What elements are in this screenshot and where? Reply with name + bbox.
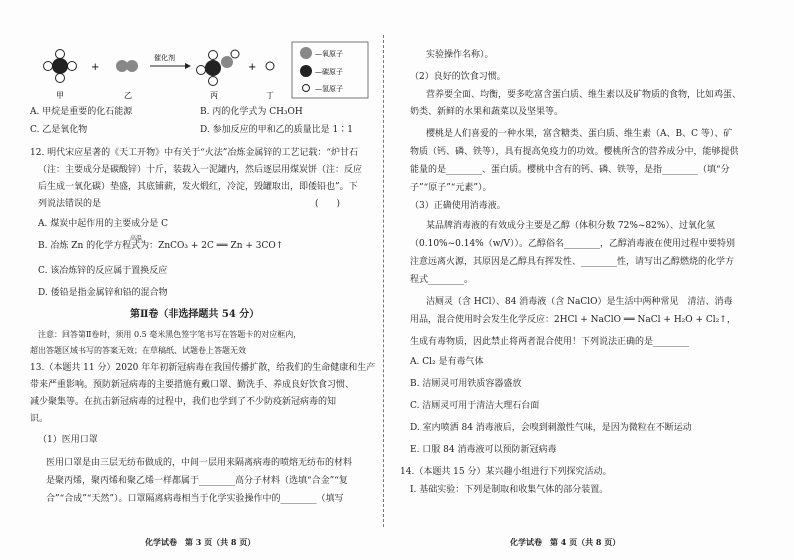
q12-option-d: D. 倭铅是指金属锌和铅的混合物	[38, 288, 168, 298]
q12-option-c: C. 该冶炼锌的反应属于置换反应	[38, 266, 168, 276]
r-line-16: 生成有毒物质，因此禁止将两者混合使用！下列说法正确的是________	[410, 337, 690, 347]
sub1-line-2: 是聚丙烯，聚丙烯和聚乙烯一样都属于________高分子材料（选填“合金”“复	[46, 476, 348, 486]
r-line-9: （3）正确使用消毒液。	[410, 201, 506, 211]
page-footer-right: 化学试卷 第 4 页（共 8 页）	[510, 537, 621, 547]
q13-line-4: 识。	[30, 414, 49, 424]
label-bing: 丙	[210, 91, 218, 100]
molecule-yi-icon	[116, 60, 138, 72]
molecule-jia-icon	[44, 50, 77, 83]
r-line-4: 奶类、新鲜的水果和蔬菜以及坚果等。	[410, 107, 564, 117]
label-ding: 丁	[266, 91, 274, 100]
q11-option-a: A. 甲烷是重要的化石能源	[30, 107, 133, 117]
q12-line-2: （注：主要成分是碳酸锌）十斤，装载入一泥罐内，然后逐层用煤炭饼（注：反应	[38, 165, 363, 175]
r-line-7: 能量的是________、蛋白质。樱桃中含有的钙、磷、铁等，是指________（填“分	[410, 165, 730, 175]
molecule-bing-icon	[197, 50, 240, 86]
q12-answer-bracket: ( )	[315, 199, 341, 209]
legend-carbon: —碳原子	[315, 68, 343, 76]
q13-line-3: 减少聚集等。在抗击新冠病毒的过程中，我们也学到了不少防疫新冠病毒的知	[30, 397, 337, 407]
legend-hydrogen: —氢原子	[315, 85, 343, 93]
r-line-2: （2）良好的饮食习惯。	[410, 72, 506, 82]
legend	[292, 42, 368, 98]
r-line-5: 樱桃是人们喜爱的一种水果，富含糖类、蛋白质、维生素（A、B、C 等）、矿	[426, 129, 733, 139]
reaction-arrow-icon	[150, 63, 191, 69]
sub1-title: （1）医用口罩	[38, 435, 98, 445]
sub1-line-1: 医用口罩是由三层无纺布做成的，中间一层用来隔离病毒的喷熔无纺布的材料	[46, 458, 353, 468]
reaction-condition: 催化剂	[154, 54, 175, 62]
r-line-12: 注意远离火源，其原因是乙醇具有挥发性、________性，请写出乙醇燃烧的化学方	[410, 257, 735, 267]
r-option-a: A. Cl₂ 是有毒气体	[410, 357, 484, 367]
q12-option-b: B. 冶炼 Zn 的化学方程式为：ZnCO₃ + 2C ══ Zn + 3CO↑	[38, 241, 284, 251]
r-option-c: C. 洁厕灵可用于清洁大理石台面	[410, 401, 540, 411]
r-line-14: 洁厕灵（含 HCl）、84 消毒液（含 NaClO）是生活中两种常见 清洁、消毒	[426, 297, 733, 307]
q13-line-2: 带来严重影响。预防新冠病毒的主要措施有戴口罩、勤洗手、养成良好饮食习惯、	[30, 380, 355, 390]
q14-line-1: 14.（本题共 15 分）某兴趣小组进行下列探究活动。	[400, 467, 612, 477]
r-line-11: （0.10%~0.14%（w/V））。乙醇俗名________，乙醇消毒液在使用过程中要特别	[410, 239, 735, 249]
r-option-b: B. 洁厕灵可用铁质容器盛放	[410, 379, 522, 389]
sub1-line-3: 合”“合成”“天然”）。口罩隔离病毒相当于化学实验操作中的________（填写	[46, 494, 344, 504]
reaction-diagram	[30, 40, 370, 100]
molecule-ding-icon	[266, 62, 274, 70]
q12-line-1: 12. 明代宋应星著的《天工开物》中有关于“火法”冶炼金属锌的工艺记载：“炉甘石	[30, 148, 358, 158]
q11-option-d: D. 参加反应的甲和乙的质量比是 1∶1	[200, 125, 353, 135]
r-option-e: E. 口服 84 消毒液可以预防新冠病毒	[410, 445, 557, 455]
r-line-10: 某品牌消毒液的有效成分主要是乙醇（体积分数 72%~82%）、过氧化氢	[426, 221, 715, 231]
r-line-13: 程式________。	[410, 275, 474, 285]
section-title: 第Ⅱ卷（非选择题共 54 分）	[130, 309, 260, 320]
label-jia: 甲	[56, 91, 64, 100]
notice-line-1: 注意：回答第Ⅱ卷时，须用 0.5 毫米黑色签字笔书写在答题卡的对应框内，	[38, 330, 302, 339]
page-footer-left: 化学试卷 第 3 页（共 8 页）	[145, 537, 256, 547]
r-line-6: 物质（钙、磷、铁等），具有提高免疫力的功效。樱桃所含的营养成分中，能够提供	[410, 147, 739, 157]
notice-line-2: 超出答题区域书写的答案无效；在草稿纸、试题卷上答题无效	[30, 346, 246, 355]
column-divider	[383, 35, 384, 527]
r-line-3: 营养要全面、均衡，要多吃富含蛋白质、维生素以及矿物质的食物，比如鸡蛋、	[426, 90, 742, 100]
q12-line-4: 列说法错误的是	[38, 199, 102, 209]
r-line-8: 子”“原子”“元素”）。	[410, 183, 492, 193]
q12-option-a: A. 煤炭中起作用的主要成分是 C	[38, 219, 168, 229]
q11-option-b: B. 丙的化学式为 CH₃OH	[200, 107, 303, 117]
legend-oxygen: —氧原子	[315, 50, 343, 58]
plus-sign: +	[91, 62, 100, 73]
label-yi: 乙	[124, 91, 132, 100]
plus-sign-2: +	[248, 62, 257, 73]
q14-line-2: Ⅰ. 基础实验：下列是制取和收集气体的部分装置。	[410, 485, 609, 495]
q13-line-1: 13.（本题共 11 分）2020 年年初新冠病毒在我国传播扩散，给我们的生命健康和生产	[30, 363, 376, 373]
high-temp-label: 高温	[130, 235, 143, 242]
r-option-d: D. 室内喷洒 84 消毒液后，会嗅到刺激性气味，是因为微粒在不断运动	[410, 423, 692, 433]
r-line-15: 用品，混合使用时会发生化学反应：2HCl + NaClO ══ NaCl + H₂O + Cl₂↑，	[410, 315, 736, 325]
q11-option-c: C. 乙是氧化物	[30, 125, 88, 135]
q12-line-3: 后生成一氧化碳）垫盛，其底铺薪，发火煅红，冷淀，毁罐取出，即倭铅也”。下	[38, 182, 358, 192]
r-line-1: 实验操作名称）。	[426, 50, 494, 60]
